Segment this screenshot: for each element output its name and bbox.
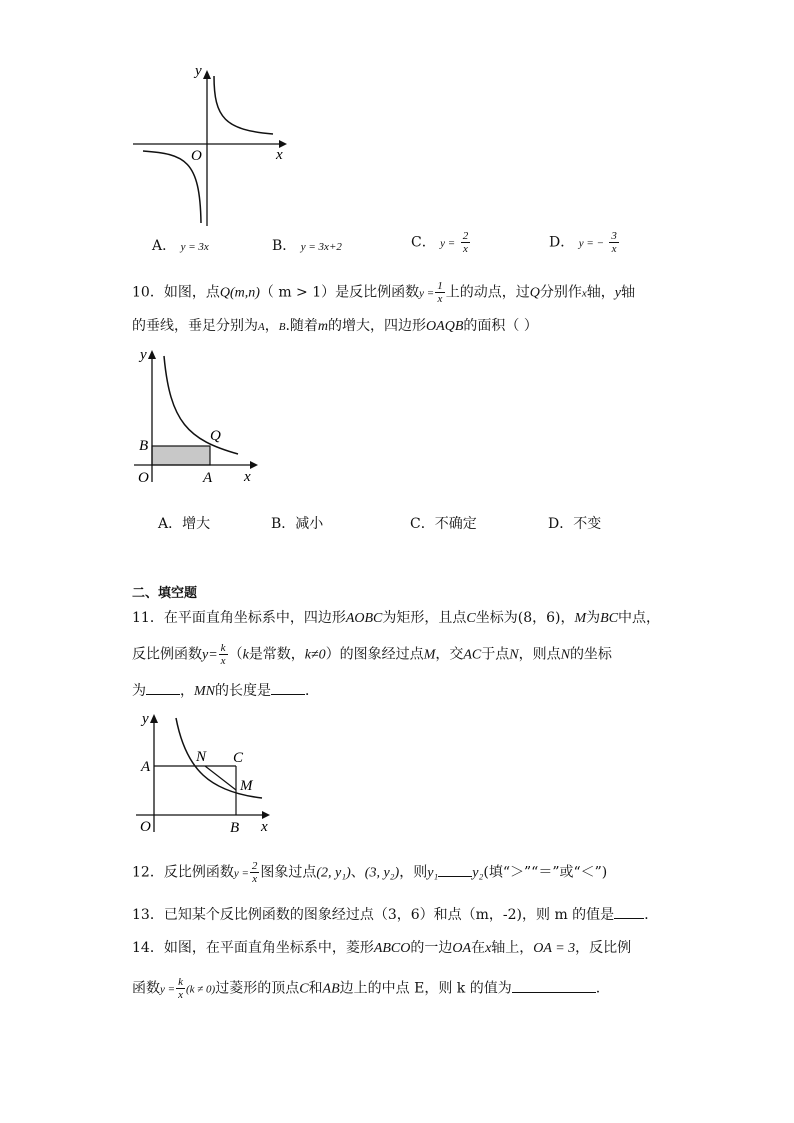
q10-line-2: 的垂线，垂足分别为A，B.随着m的增大，四边形OAQB的面积（ ） (132, 318, 538, 334)
answer-blank[interactable] (614, 904, 644, 919)
q10-graph (128, 342, 268, 487)
origin-label: O (191, 148, 202, 164)
x-label: x (244, 469, 251, 485)
q11-graph (130, 708, 280, 836)
point-b-label: B (139, 438, 149, 454)
x-arrow (262, 811, 270, 819)
q11-line-2: 反比例函数y= $\frac{k}{x}$ （k是常数，k≠0）的图象经过点M，交AC于点N，则点N的坐标 (132, 642, 612, 667)
fraction: $\frac{2}{x}$ (462, 230, 469, 255)
q10-option-a[interactable]: A．增大 (158, 516, 211, 532)
point-m-label: M (240, 778, 253, 794)
q10-line-1: 10．如图，点Q(m,n)（ m > 1）是反比例函数y = $\frac{1}{x}$ 上的动点，过Q分别作x轴，y轴 (132, 280, 635, 305)
point-n-label: N (196, 749, 207, 765)
q13-text: 13．已知某个反比例函数的图象经过点（3，6）和点（m，-2)，则 m 的值是 ． (132, 904, 658, 925)
q11-line-3: 为 ，MN的长度是 ． (132, 680, 319, 702)
hyperbola-curve (164, 356, 238, 454)
origin-label: O (140, 819, 151, 835)
point-a-label: A (141, 759, 151, 775)
fraction: $\frac{3}{x}$ (611, 230, 617, 255)
q9-graph (125, 58, 295, 230)
q12-text: 12．反比例函数y = $\frac{2}{x}$ 图象过点(2, y₁)、(3, y₂)，则y₁ y₂(填“＞”“＝”或“＜”) (132, 860, 608, 885)
x-arrow (250, 461, 258, 469)
x-label: x (276, 147, 283, 163)
point-c-label: C (233, 750, 244, 766)
y-arrow (203, 70, 211, 79)
shaded-rectangle-oaqb (152, 446, 210, 465)
point-q-label: Q (210, 428, 221, 444)
answer-blank[interactable] (438, 862, 472, 877)
q14-line-2: 函数y = $\frac{k}{x}$ (k ≠ 0)过菱形的顶点C和AB边上的中点 E，则 k 的值为 . (132, 976, 601, 1001)
q10-option-c[interactable]: C．不确定 (410, 516, 477, 532)
q14-line-1: 14．如图，在平面直角坐标系中，菱形ABCO的一边OA在x轴上，OA = 3，反比例 (132, 940, 632, 956)
y-arrow (150, 714, 158, 723)
q9-option-a[interactable]: A． y = 3x (152, 238, 209, 254)
answer-blank[interactable] (512, 978, 596, 993)
origin-label: O (138, 470, 149, 486)
q11-line-1: 11．在平面直角坐标系中，四边形AOBC为矩形，且点C坐标为(8，6)，M为BC中点， (132, 610, 661, 626)
point-b-label: B (230, 820, 240, 836)
y-label: y (140, 347, 147, 363)
curve-branch-1 (214, 76, 273, 134)
q9-option-b[interactable]: B． y = 3x+2 (272, 238, 342, 254)
q10-option-d[interactable]: D．不变 (548, 516, 602, 532)
section-heading: 二、填空题 (132, 586, 198, 601)
y-arrow (148, 350, 156, 359)
y-label: y (142, 711, 149, 727)
x-label: x (261, 819, 268, 835)
y-label: y (195, 63, 202, 79)
q9-option-c[interactable]: C． y = $\frac{2}{x}$ (411, 230, 469, 255)
answer-blank[interactable] (146, 680, 180, 695)
point-a-label: A (203, 470, 213, 486)
q10-option-b[interactable]: B．减小 (271, 516, 324, 532)
answer-blank[interactable] (271, 680, 305, 695)
q9-option-d[interactable]: D． y = − $\frac{3}{x}$ (549, 230, 617, 255)
